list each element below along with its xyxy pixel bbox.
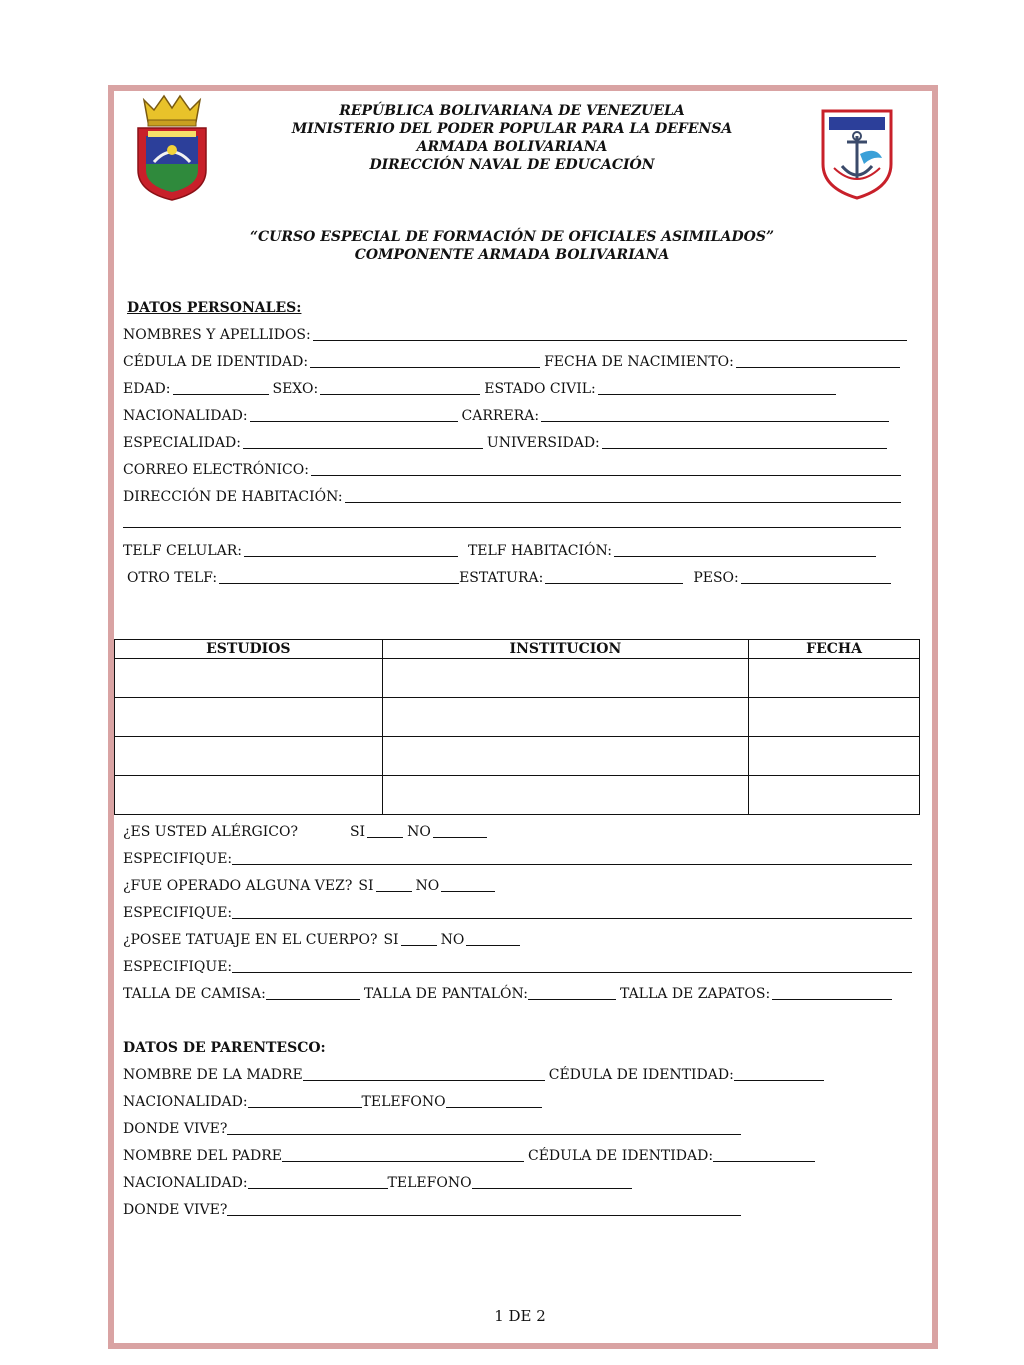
header-estudios: ESTUDIOS <box>115 640 383 659</box>
table-cell[interactable] <box>382 776 749 815</box>
label-telf-habitacion: TELF HABITACIÓN: <box>467 543 612 559</box>
telefono-madre-field[interactable] <box>446 1094 542 1108</box>
table-row <box>115 737 920 776</box>
alergico-si-field[interactable] <box>367 824 403 838</box>
label-donde-vive-padre: DONDE VIVE? <box>123 1202 228 1218</box>
page-number: 1 DE 2 <box>494 1307 546 1325</box>
table-cell[interactable] <box>749 698 920 737</box>
header-line-armada: ARMADA BOLIVARIANA <box>416 139 608 155</box>
header-line-republic: REPÚBLICA BOLIVARIANA DE VENEZUELA <box>339 103 685 119</box>
table-cell[interactable] <box>115 776 383 815</box>
nacionalidad-field[interactable] <box>250 408 458 422</box>
sexo-field[interactable] <box>320 381 480 395</box>
label-tatuaje-si: SI <box>383 932 399 948</box>
cedula-field[interactable] <box>310 354 540 368</box>
label-fecha-nacimiento: FECHA DE NACIMIENTO: <box>544 354 734 370</box>
label-edad: EDAD: <box>123 381 171 397</box>
peso-field[interactable] <box>741 570 891 584</box>
estatura-field[interactable] <box>545 570 683 584</box>
edad-field[interactable] <box>173 381 269 395</box>
nombre-madre-field[interactable] <box>303 1067 545 1081</box>
studies-table <box>114 639 920 815</box>
universidad-field[interactable] <box>602 435 887 449</box>
section-title-personal: DATOS PERSONALES: <box>127 300 302 316</box>
nombres-field[interactable] <box>313 327 907 341</box>
label-estatura: ESTATURA: <box>459 570 544 586</box>
label-nacionalidad-padre: NACIONALIDAD: <box>123 1175 248 1191</box>
especifique-alergia-field[interactable] <box>232 851 912 865</box>
nacionalidad-madre-field[interactable] <box>248 1094 362 1108</box>
table-cell[interactable] <box>115 737 383 776</box>
telf-celular-field[interactable] <box>244 543 458 557</box>
label-cedula-madre: CÉDULA DE IDENTIDAD: <box>548 1067 734 1083</box>
talla-pantalon-field[interactable] <box>528 986 616 1000</box>
direccion-field[interactable] <box>345 489 901 503</box>
otro-telf-field[interactable] <box>219 570 459 584</box>
tatuaje-no-field[interactable] <box>466 932 520 946</box>
course-title: “CURSO ESPECIAL DE FORMACIÓN DE OFICIALES ASIMILADOS” <box>249 229 775 245</box>
label-telefono-padre: TELEFONO <box>387 1175 472 1191</box>
header-line-direction: DIRECCIÓN NAVAL DE EDUCACIÓN <box>369 157 655 173</box>
donde-vive-madre-field[interactable] <box>227 1121 741 1135</box>
label-talla-pantalon: TALLA DE PANTALÓN: <box>363 986 528 1002</box>
correo-field[interactable] <box>311 462 901 476</box>
donde-vive-padre-field[interactable] <box>227 1202 741 1216</box>
direccion-continuation-line[interactable] <box>123 527 901 528</box>
telf-habitacion-field[interactable] <box>614 543 876 557</box>
label-sexo: SEXO: <box>272 381 319 397</box>
label-otro-telf: OTRO TELF: <box>127 570 218 586</box>
especialidad-field[interactable] <box>243 435 483 449</box>
alergico-no-field[interactable] <box>433 824 487 838</box>
label-operado-si: SI <box>358 878 374 894</box>
label-cedula: CÉDULA DE IDENTIDAD: <box>123 354 309 370</box>
label-direccion: DIRECCIÓN DE HABITACIÓN: <box>123 489 343 505</box>
label-nombres: NOMBRES Y APELLIDOS: <box>123 327 311 343</box>
table-row <box>115 776 920 815</box>
table-cell[interactable] <box>749 737 920 776</box>
table-cell[interactable] <box>749 776 920 815</box>
label-operado-no: NO <box>415 878 440 894</box>
label-donde-vive-madre: DONDE VIVE? <box>123 1121 228 1137</box>
label-peso: PESO: <box>693 570 739 586</box>
table-cell[interactable] <box>382 659 749 698</box>
estado-civil-field[interactable] <box>598 381 836 395</box>
table-cell[interactable] <box>382 737 749 776</box>
label-nacionalidad: NACIONALIDAD: <box>123 408 248 424</box>
label-especifique-tatuaje: ESPECIFIQUE: <box>123 959 233 975</box>
table-row <box>115 659 920 698</box>
header-institucion: INSTITUCION <box>382 640 749 659</box>
table-cell[interactable] <box>115 698 383 737</box>
nombre-padre-field[interactable] <box>282 1148 524 1162</box>
label-tatuaje-no: NO <box>440 932 465 948</box>
label-alergico-no: NO <box>407 824 431 840</box>
label-alergico: ¿ES USTED ALÉRGICO? <box>123 824 298 840</box>
table-cell[interactable] <box>382 698 749 737</box>
label-especialidad: ESPECIALIDAD: <box>123 435 241 451</box>
header-fecha: FECHA <box>749 640 920 659</box>
label-universidad: UNIVERSIDAD: <box>486 435 600 451</box>
table-cell[interactable] <box>749 659 920 698</box>
label-alergico-si: SI <box>349 824 366 840</box>
especifique-operacion-field[interactable] <box>232 905 912 919</box>
telefono-padre-field[interactable] <box>472 1175 632 1189</box>
talla-camisa-field[interactable] <box>266 986 360 1000</box>
fecha-nacimiento-field[interactable] <box>736 354 900 368</box>
label-especifique-alergia: ESPECIFIQUE: <box>123 851 233 867</box>
label-especifique-operacion: ESPECIFIQUE: <box>123 905 233 921</box>
label-telefono-madre: TELEFONO <box>361 1094 446 1110</box>
component-title: COMPONENTE ARMADA BOLIVARIANA <box>354 247 670 263</box>
talla-zapatos-field[interactable] <box>772 986 892 1000</box>
especifique-tatuaje-field[interactable] <box>232 959 912 973</box>
label-estado-civil: ESTADO CIVIL: <box>484 381 596 397</box>
operado-no-field[interactable] <box>441 878 495 892</box>
label-telf-celular: TELF CELULAR: <box>123 543 242 559</box>
label-carrera: CARRERA: <box>461 408 540 424</box>
nacionalidad-padre-field[interactable] <box>248 1175 388 1189</box>
label-cedula-padre: CÉDULA DE IDENTIDAD: <box>527 1148 714 1164</box>
tatuaje-si-field[interactable] <box>401 932 437 946</box>
operado-si-field[interactable] <box>376 878 412 892</box>
label-talla-camisa: TALLA DE CAMISA: <box>123 986 266 1002</box>
label-correo: CORREO ELECTRÓNICO: <box>123 462 309 478</box>
label-nombre-padre: NOMBRE DEL PADRE <box>123 1148 282 1164</box>
table-row <box>115 698 920 737</box>
label-talla-zapatos: TALLA DE ZAPATOS: <box>620 986 771 1002</box>
studies-header-row <box>115 640 920 659</box>
carrera-field[interactable] <box>541 408 889 422</box>
table-cell[interactable] <box>115 659 383 698</box>
section-title-family: DATOS DE PARENTESCO: <box>123 1040 326 1056</box>
header-line-ministry: MINISTERIO DEL PODER POPULAR PARA LA DEFENSA <box>291 121 733 137</box>
label-tatuaje: ¿POSEE TATUAJE EN EL CUERPO? <box>123 932 378 948</box>
cedula-madre-field[interactable] <box>734 1067 824 1081</box>
label-nacionalidad-madre: NACIONALIDAD: <box>123 1094 248 1110</box>
label-nombre-madre: NOMBRE DE LA MADRE <box>123 1067 303 1083</box>
label-operado: ¿FUE OPERADO ALGUNA VEZ? <box>123 878 353 894</box>
cedula-padre-field[interactable] <box>713 1148 815 1162</box>
